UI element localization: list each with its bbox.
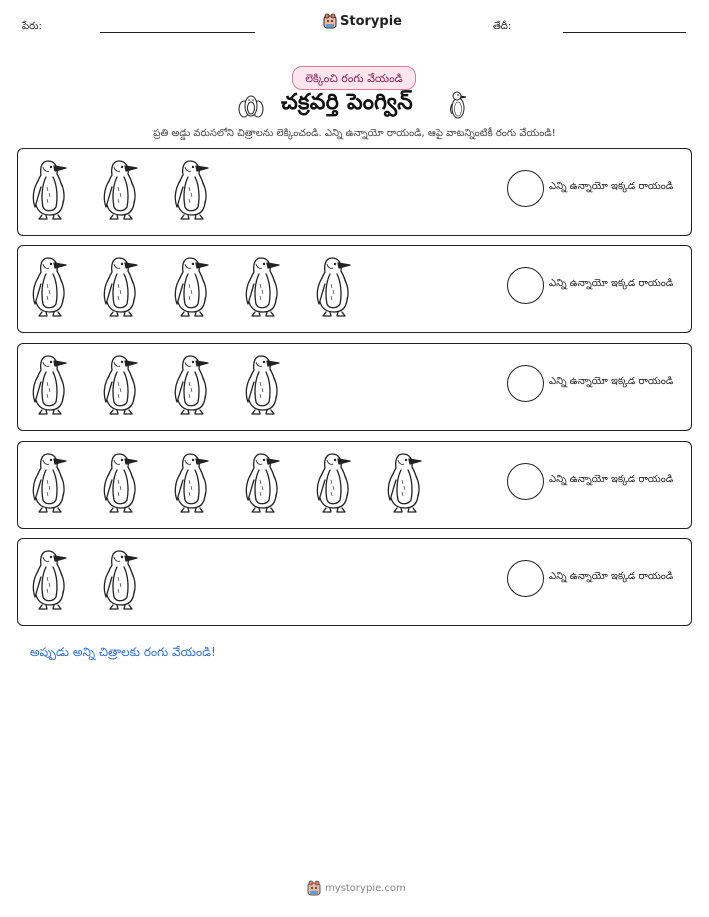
penguin-picture[interactable] (241, 450, 285, 514)
footer-url[interactable]: mystorypie.com (325, 882, 406, 894)
write-here-label: ఎన్ని ఉన్నాయో ఇక్కడ రాయండి (549, 181, 674, 192)
storypie-logo-icon (323, 13, 337, 29)
penguin-picture[interactable] (170, 450, 214, 514)
penguin-picture[interactable] (99, 352, 143, 416)
penguin-picture[interactable] (312, 450, 356, 514)
penguin-picture[interactable] (28, 352, 72, 416)
write-here-label: ఎన్ని ఉన్నాయో ఇక్కడ రాయండి (549, 474, 674, 485)
instructions-text: ప్రతి అడ్డు వరుసలోని చిత్రాలను లెక్కించండి. ఎన్ని ఉన్నాయో రాయండి, ఆపై వాటన్నింటికీ రంగు వేయండి! (153, 128, 556, 139)
name-label: పేరు: (22, 21, 42, 32)
final-instruction: అప్పుడు అన్ని చిత్రాలకు రంగు వేయండి! (30, 645, 216, 659)
penguin-picture[interactable] (312, 254, 356, 318)
title-block (237, 90, 469, 120)
brand-name: Storypie (340, 13, 402, 29)
counting-row (17, 538, 692, 626)
penguin-picture[interactable] (99, 157, 143, 221)
storypie-logo-icon (307, 880, 321, 896)
counting-row (17, 343, 692, 431)
answer-circle[interactable] (507, 463, 544, 500)
penguin-picture[interactable] (99, 254, 143, 318)
penguin-picture[interactable] (241, 254, 285, 318)
penguin-picture[interactable] (170, 254, 214, 318)
write-here-label: ఎన్ని ఉన్నాయో ఇక్కడ రాయండి (549, 278, 674, 289)
penguin-picture[interactable] (28, 157, 72, 221)
penguin-picture[interactable] (28, 547, 72, 611)
page-title: చక్రవర్తి పెంగ్విన్ (281, 90, 413, 115)
date-label: తేదీ: (493, 21, 512, 32)
name-line[interactable] (100, 32, 255, 33)
penguin-picture[interactable] (241, 352, 285, 416)
storypie-brand (323, 13, 402, 29)
penguin-picture[interactable] (383, 450, 427, 514)
counting-row (17, 441, 692, 529)
penguin-picture[interactable] (99, 547, 143, 611)
penguin-picture[interactable] (99, 450, 143, 514)
answer-circle[interactable] (507, 560, 544, 597)
answer-circle[interactable] (507, 170, 544, 207)
activity-badge: లెక్కించి రంగు వేయండి (292, 66, 416, 90)
footer (307, 880, 406, 896)
penguin-picture[interactable] (170, 352, 214, 416)
penguin-picture[interactable] (28, 254, 72, 318)
answer-circle[interactable] (507, 365, 544, 402)
answer-circle[interactable] (507, 267, 544, 304)
write-here-label: ఎన్ని ఉన్నాయో ఇక్కడ రాయండి (549, 376, 674, 387)
counting-row (17, 148, 692, 236)
penguin-picture[interactable] (170, 157, 214, 221)
write-here-label: ఎన్ని ఉన్నాయో ఇక్కడ రాయండి (549, 571, 674, 582)
penguin-icon (447, 90, 469, 120)
date-line[interactable] (563, 32, 686, 33)
penguin-group-icon (237, 92, 265, 120)
counting-row (17, 245, 692, 333)
penguin-picture[interactable] (28, 450, 72, 514)
